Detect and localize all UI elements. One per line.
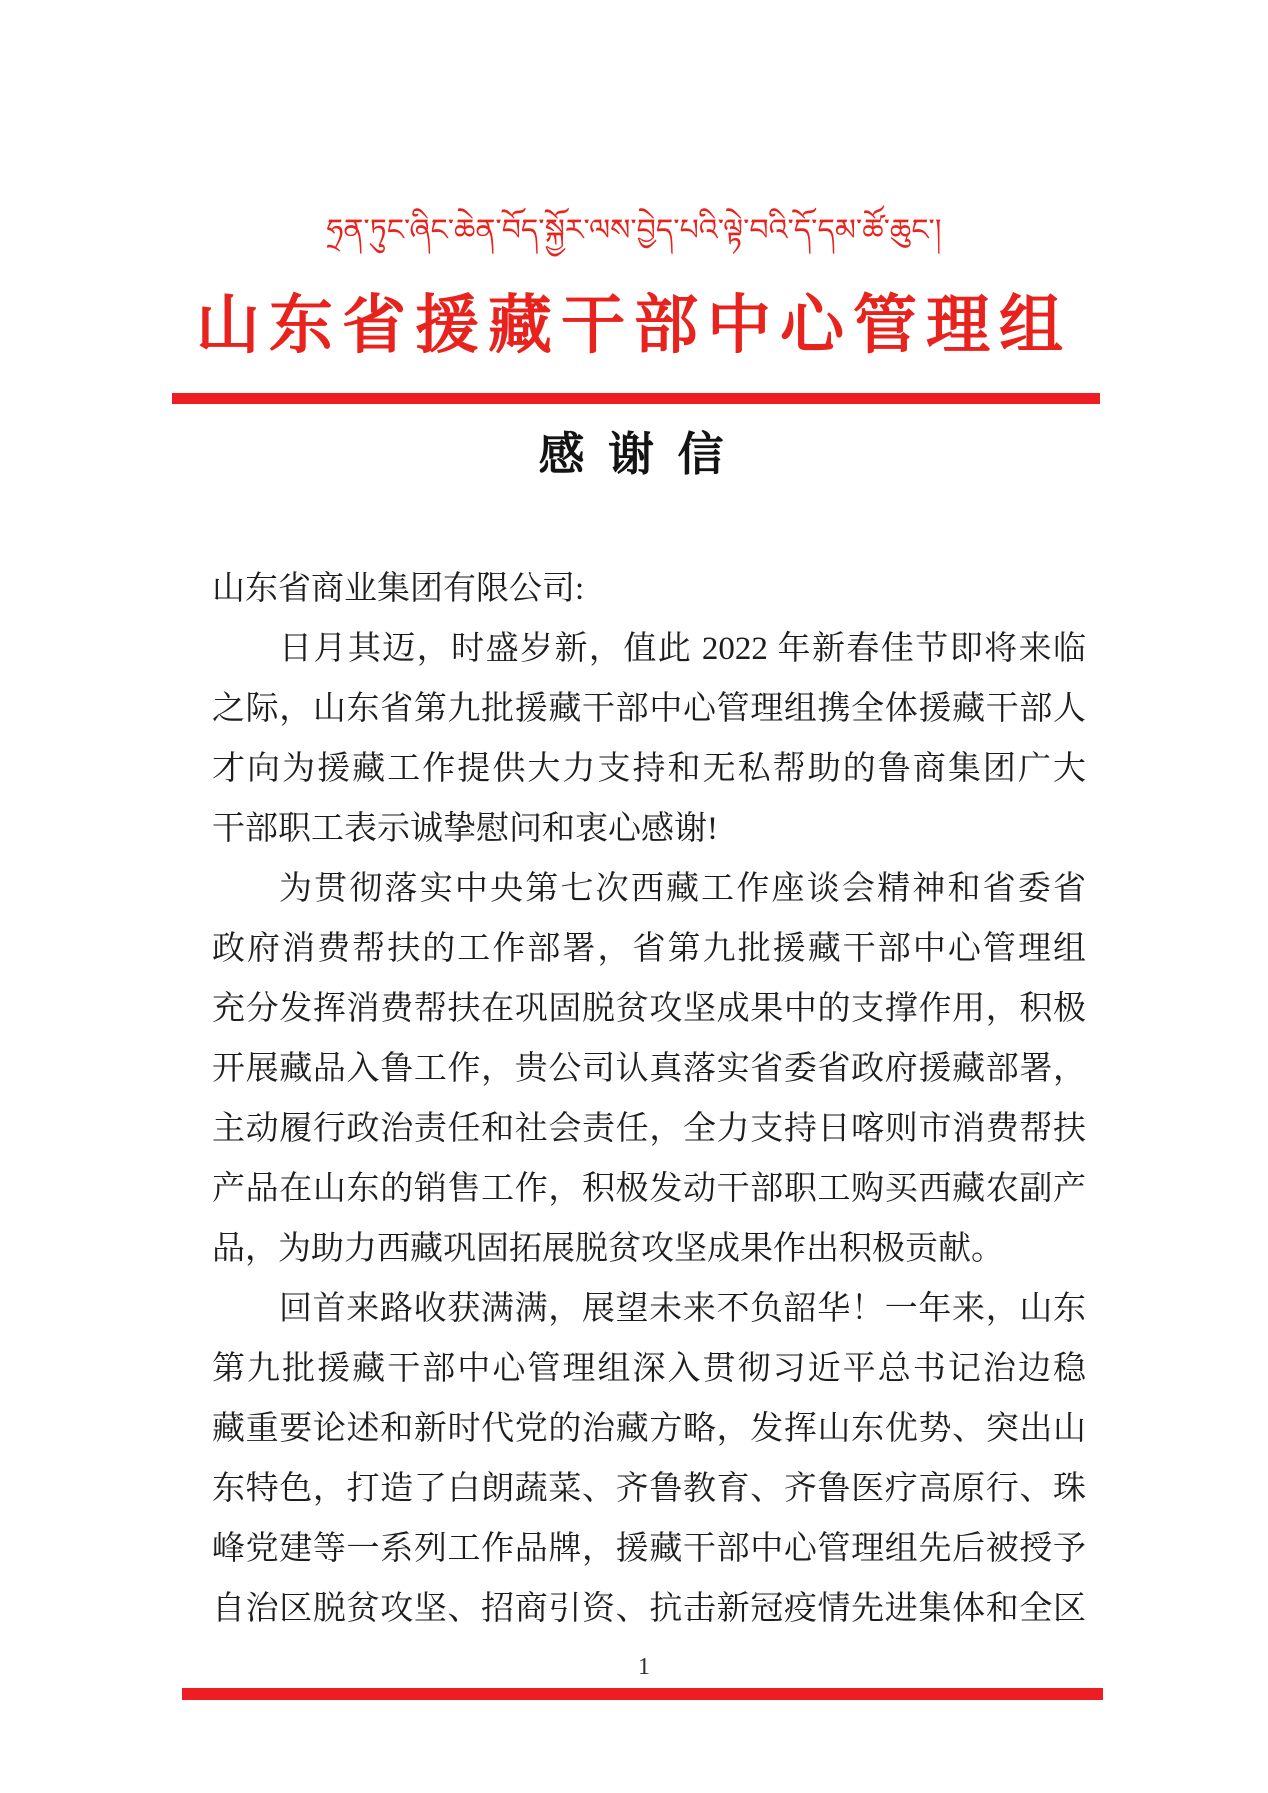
body-line: 才向为援藏工作提供大力支持和无私帮助的鲁商集团广大 (212, 751, 1086, 787)
body-line: 回首来路收获满满，展望未来不负韶华！一年来，山东 (279, 1291, 1086, 1327)
footer-divider-rule (182, 1688, 1103, 1700)
body-line: 开展藏品入鲁工作，贵公司认真落实省委省政府援藏部署， (212, 1051, 1086, 1087)
masthead-tibetan-text: ཧྲན་ཏུང་ཞིང་ཆེན་བོད་སྐྱོར་ལས་བྱེད་པའི་ལྟེ་བའི་དོ་དམ་ཚོ་ཆུང་། (326, 214, 942, 247)
body-line: 为贯彻落实中央第七次西藏工作座谈会精神和省委省 (279, 871, 1086, 907)
masthead-divider-rule (172, 393, 1100, 404)
body-line: 政府消费帮扶的工作部署，省第九批援藏干部中心管理组 (212, 931, 1086, 967)
body-line: 东特色，打造了白朗蔬菜、齐鲁教育、齐鲁医疗高原行、珠 (212, 1471, 1086, 1507)
salutation-line: 山东省商业集团有限公司: (212, 571, 585, 607)
body-line: 充分发挥消费帮扶在巩固脱贫攻坚成果中的支撑作用，积极 (212, 991, 1086, 1027)
body-line: 自治区脱贫攻坚、招商引资、抗击新冠疫情先进集体和全区 (212, 1591, 1086, 1627)
body-line: 第九批援藏干部中心管理组深入贯彻习近平总书记治边稳 (212, 1351, 1086, 1387)
body-line: 藏重要论述和新时代党的治藏方略，发挥山东优势、突出山 (212, 1411, 1086, 1447)
body-line: 峰党建等一系列工作品牌，援藏干部中心管理组先后被授予 (212, 1531, 1086, 1567)
letter-body (212, 559, 1086, 1639)
body-line: 干部职工表示诚挚慰问和衷心感谢! (212, 811, 718, 847)
letter-title: 感 谢 信 (538, 429, 730, 480)
body-line: 主动履行政治责任和社会责任，全力支持日喀则市消费帮扶 (212, 1111, 1086, 1147)
page-number: 1 (638, 1654, 650, 1680)
body-line: 品，为助力西藏巩固拓展脱贫攻坚成果作出积极贡献。 (212, 1231, 1004, 1267)
body-line: 日月其迈，时盛岁新，值此 2022 年新春佳节即将来临 (279, 631, 1086, 667)
masthead-org-title: 山东省援藏干部中心管理组 (196, 290, 1072, 361)
body-line: 产品在山东的销售工作，积极发动干部职工购买西藏农副产 (212, 1171, 1086, 1207)
body-line: 之际，山东省第九批援藏干部中心管理组携全体援藏干部人 (212, 691, 1086, 727)
